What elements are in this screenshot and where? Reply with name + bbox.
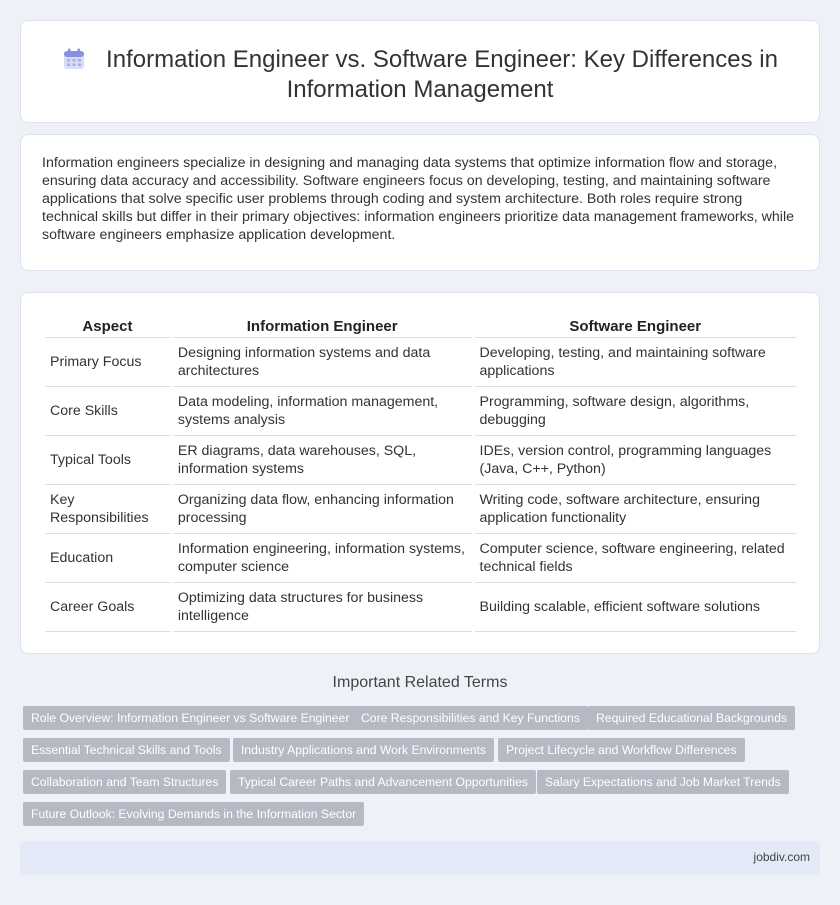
intro-card (20, 134, 820, 271)
related-term-tag[interactable]: Typical Career Paths and Advancement Opportunities (230, 770, 536, 794)
row-aspect: Career Goals (45, 583, 170, 632)
row-software-engineer: IDEs, version control, programming languages (Java, C++, Python) (475, 436, 797, 485)
row-information-engineer: ER diagrams, data warehouses, SQL, information systems (173, 436, 472, 485)
row-aspect: Core Skills (45, 387, 170, 436)
row-aspect: Education (45, 534, 170, 583)
row-information-engineer: Designing information systems and data architectures (173, 338, 472, 387)
row-aspect: Key Responsibilities (45, 485, 170, 534)
table-row (45, 338, 796, 387)
footer-site-link[interactable]: jobdiv.com (753, 850, 810, 864)
row-software-engineer: Computer science, software engineering, related technical fields (475, 534, 797, 583)
header-aspect: Aspect (45, 316, 170, 338)
header-information-engineer: Information Engineer (173, 316, 472, 338)
related-term-tag[interactable]: Industry Applications and Work Environments (233, 738, 494, 762)
header-software-engineer: Software Engineer (475, 316, 797, 338)
comparison-card (20, 292, 820, 654)
row-aspect: Typical Tools (45, 436, 170, 485)
row-software-engineer: Building scalable, efficient software solutions (475, 583, 797, 632)
intro-paragraph: Information engineers specialize in designing and managing data systems that optimize information flow and storage, ensuring data accuracy and accessibility. Software engineers focus on developing, testing, and maintaining software applications that solve specific user problems through coding and system architecture. Both roles require strong technical skills but differ in their primary objectives: information engineers prioritize data management frameworks, while software engineers emphasize application development. (42, 155, 795, 243)
comparison-table (42, 316, 799, 632)
related-term-tag[interactable]: Essential Technical Skills and Tools (23, 738, 230, 762)
calendar-icon (62, 47, 86, 71)
row-software-engineer: Writing code, software architecture, ensuring application functionality (475, 485, 797, 534)
table-row (45, 387, 796, 436)
row-software-engineer: Developing, testing, and maintaining software applications (475, 338, 797, 387)
table-row (45, 534, 796, 583)
page-title (61, 45, 779, 105)
page-title-text: Information Engineer vs. Software Engineer: Key Differences in Information Management (106, 46, 778, 103)
related-term-tag[interactable]: Collaboration and Team Structures (23, 770, 226, 794)
row-information-engineer: Information engineering, information systems, computer science (173, 534, 472, 583)
row-aspect: Primary Focus (45, 338, 170, 387)
table-row (45, 436, 796, 485)
title-card (20, 20, 820, 123)
related-term-tag[interactable]: Salary Expectations and Job Market Trends (537, 770, 789, 794)
row-information-engineer: Optimizing data structures for business intelligence (173, 583, 472, 632)
row-software-engineer: Programming, software design, algorithms, debugging (475, 387, 797, 436)
related-term-tag[interactable]: Required Educational Backgrounds (588, 706, 795, 730)
related-terms-title: Important Related Terms (332, 674, 508, 691)
table-row (45, 485, 796, 534)
related-term-tag[interactable]: Future Outlook: Evolving Demands in the Information Sector (23, 802, 364, 826)
related-term-tag[interactable]: Project Lifecycle and Workflow Differences (498, 738, 745, 762)
related-term-tag[interactable]: Role Overview: Information Engineer vs Software Engineer (23, 706, 357, 730)
row-information-engineer: Data modeling, information management, systems analysis (173, 387, 472, 436)
related-term-tag[interactable]: Core Responsibilities and Key Functions (353, 706, 588, 730)
row-information-engineer: Organizing data flow, enhancing information processing (173, 485, 472, 534)
table-header-row (45, 316, 796, 338)
footer (20, 841, 820, 875)
table-row (45, 583, 796, 632)
